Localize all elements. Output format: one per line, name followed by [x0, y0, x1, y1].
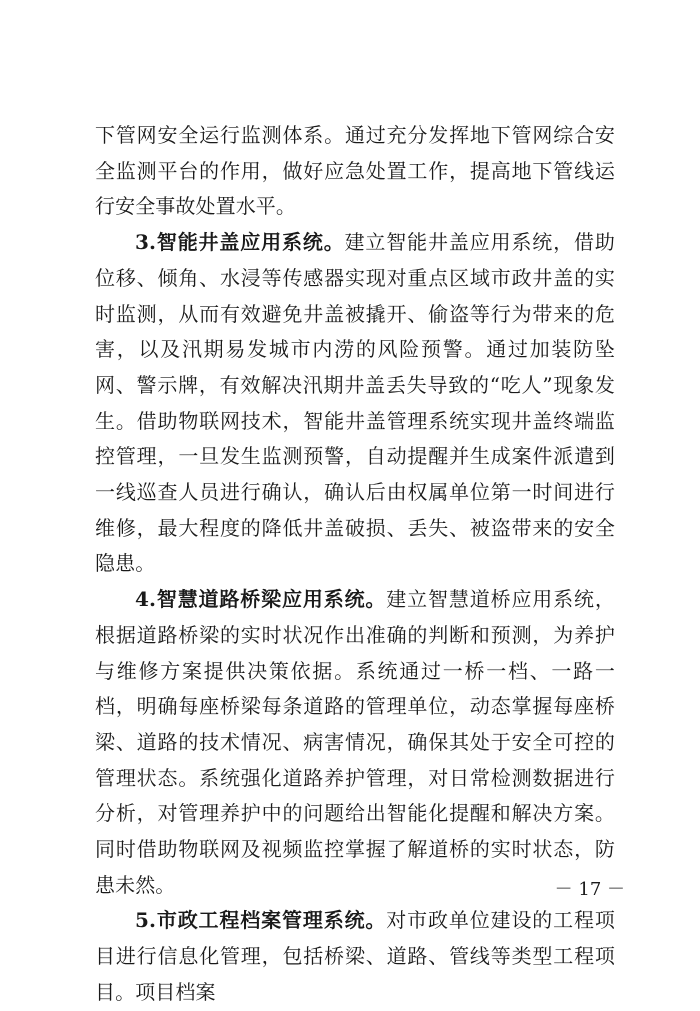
page-number: － 17 －	[554, 879, 625, 900]
paragraph-text: 对市政单位建设的工程项目进行信息化管理，包括桥梁、道路、管线等类型工程项目。项目档案	[95, 908, 615, 1004]
paragraph-heading: 3.智能井盖应用系统。	[135, 230, 345, 255]
paragraph-text: 建立智慧道桥应用系统，根据道路桥梁的实时状况作出准确的判断和预测，为养护与维修方案提供决策依据。系统通过一桥一档、一路一档，明确每座桥梁每条道路的管理单位，动态掌握每座桥梁、道路的技术情况、病害情况，确保其处于安全可控的管理状态。系统强化道路养护管理，对日常检测数据进行分析，对管理养护中的问题给出智能化提醒和解决方案。同时借助物联网及视频监控掌握了解道桥的实时状态，防患未然。	[95, 587, 615, 897]
paragraph-text: 建立智能井盖应用系统，借助位移、倾角、水浸等传感器实现对重点区域市政井盖的实时监测，从而有效避免井盖被撬开、偷盗等行为带来的危害，以及汛期易发城市内涝的风险预警。通过加装防坠网、警示牌，有效解决汛期井盖丢失导致的“吃人”现象发生。借助物联网技术，智能井盖管理系统实现井盖终端监控管理，一旦发生监测预警，自动提醒并生成案件派遣到一线巡查人员进行确认，确认后由权属单位第一时间进行维修，最大程度的降低井盖破损、丢失、被盗带来的安全隐患。	[95, 230, 615, 576]
paragraph-heading: 4.智慧道路桥梁应用系统。	[135, 587, 387, 612]
paragraph-engineering-archive	[95, 903, 615, 1010]
paragraph-text: 下管网安全运行监测体系。通过充分发挥地下管网综合安全监测平台的作用，做好应急处置工作，提高地下管线运行安全事故处置水平。	[95, 123, 615, 219]
paragraph-continuation	[95, 118, 615, 225]
paragraph-smart-road-bridge	[95, 582, 615, 903]
paragraph-smart-manhole-cover	[95, 225, 615, 582]
paragraph-heading: 5.市政工程档案管理系统。	[135, 908, 387, 933]
